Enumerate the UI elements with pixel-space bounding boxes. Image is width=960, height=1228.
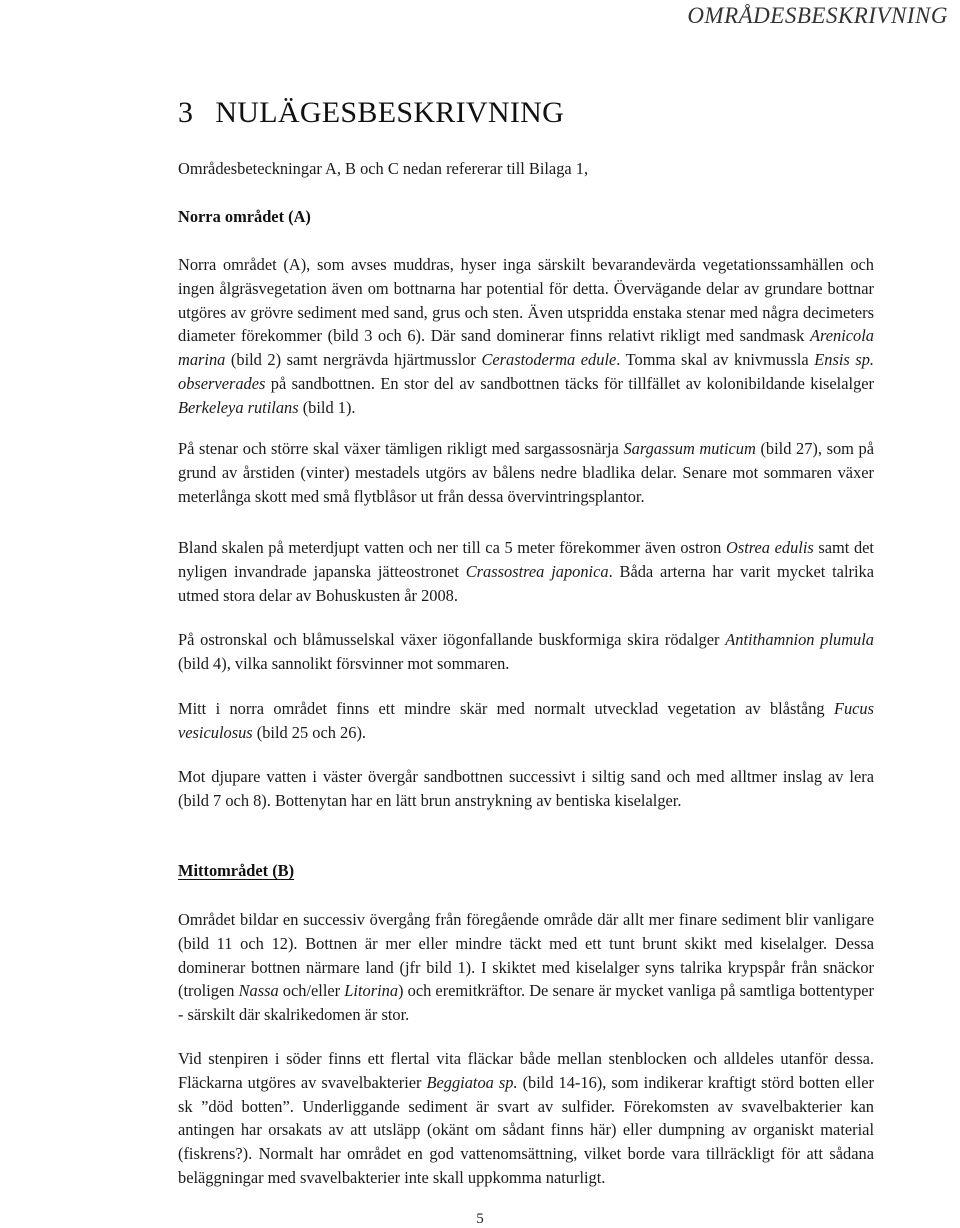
- species-name: Beggiatoa sp.: [426, 1072, 518, 1092]
- species-name: Litorina: [344, 981, 399, 1001]
- chapter-title: [178, 96, 564, 130]
- intro-paragraph: Områdesbeteckningar A, B och C nedan refererar till Bilaga 1,: [178, 159, 589, 178]
- running-header: OMRÅDESBESKRIVNING: [687, 3, 948, 28]
- species-name: Crassostrea japonica: [465, 561, 609, 581]
- north-paragraph-1: Norra området (A), som avses muddras, hyser inga särskilt bevarandevärda vegetationssamhällen och ingen ålgräsvegetation även om bottnarna har potential för detta. Övervägande delar av grundare bottnar utgöres av grövre sediment med sand, grus och sten. Även utspridda enstaka stenar med några decimeters diameter förekommer (bild 3 och 6). Där sand dominerar finns relativt rikligt med sandmask Arenicola marina (bild 2) samt nergrävda hjärtmusslor Cerastoderma edule. Tomma skal av knivmussla Ensis sp. observerades på sandbottnen. En stor del av sandbottnen täcks för tillfället av kolonibildande kiselalger Berkeleya rutilans (bild 1).: [178, 255, 874, 417]
- species-name: Fucus vesiculosus: [178, 699, 874, 742]
- middle-paragraph-2: Vid stenpiren i söder finns ett flertal vita fläckar både mellan stenblocken och alldeles utanför dessa. Fläckarna utgöres av svavelbakterier Beggiatoa sp. (bild 14-16), som indikerar kraftigt störd botten eller sk ”död botten”. Underliggande sediment är svart av sulfider. Förekomsten av svavelbakterier kan antingen har orsakats av att utsläpp (okänt om sådant finns här) eller dumpning av organiskt material (fiskrens?). Normalt har området en god vattenomsättning, vilket borde vara tillräckligt för att sådana beläggningar med svavelbakterier inte skall uppkomma naturligt.: [178, 1049, 874, 1187]
- north-paragraph-6: Mot djupare vatten i väster övergår sandbottnen successivt i siltig sand och med alltmer inslag av lera (bild 7 och 8). Bottenytan har en lätt brun anstrykning av bentiska kiselalger.: [178, 767, 874, 810]
- species-name: Ostrea edulis: [725, 538, 814, 557]
- north-paragraph-5: Mitt i norra området finns ett mindre skär med normalt utvecklad vegetation av blåstång Fucus vesiculosus (bild 25 och 26).: [178, 699, 874, 742]
- middle-paragraph-1: Området bildar en successiv övergång från föregående område där allt mer finare sediment blir vanligare (bild 11 och 12). Bottnen är mer eller mindre täckt med ett tunt brunt skikt med kiselalger. Dessa dominerar bottnen närmare land (jfr bild 1). I skiktet med kiselalger syns talrika krypspår från snäckor (troligen Nassa och/eller Litorina) och eremitkräftor. De senare är mycket vanliga på samtliga bottentyper - särskilt där skalrikedomen är stor.: [178, 910, 874, 1025]
- chapter-title-text: NULÄGESBESKRIVNING: [215, 96, 565, 129]
- species-name: Nassa: [238, 981, 279, 1001]
- species-name: Berkeleya rutilans: [178, 397, 299, 417]
- page-number: 5: [476, 1211, 484, 1227]
- species-name: Sargassum muticum: [623, 439, 756, 458]
- species-name: Arenicola marina: [178, 326, 874, 370]
- species-name: Cerastoderma edule: [481, 350, 617, 370]
- north-paragraph-2: På stenar och större skal växer tämligen rikligt med sargassosnärja Sargassum muticum (bild 27), som på grund av årstiden (vinter) mestadels utgörs av bålens nedre bladlika delar. Senare mot sommaren växer meterlånga skott med små flytblåsor ut från dessa övervintringsplantor.: [178, 439, 874, 506]
- species-name: Ensis sp. observerades: [178, 350, 874, 393]
- section-heading-north: Norra området (A): [178, 207, 311, 226]
- species-name: Antithamnion plumula: [725, 630, 874, 649]
- section-heading-middle: Mittområdet (B): [178, 861, 295, 880]
- north-paragraph-4: På ostronskal och blåmusselskal växer iögonfallande buskformiga skira rödalger Antithamnion plumula (bild 4), vilka sannolikt försvinner mot sommaren.: [178, 630, 874, 673]
- chapter-number: 3: [178, 96, 194, 129]
- north-paragraph-3: Bland skalen på meterdjupt vatten och ner till ca 5 meter förekommer även ostron Ostrea edulis samt det nyligen invandrade japanska jätteostronet Crassostrea japonica. Båda arterna har varit mycket talrika utmed stora delar av Bohuskusten år 2008.: [178, 538, 874, 605]
